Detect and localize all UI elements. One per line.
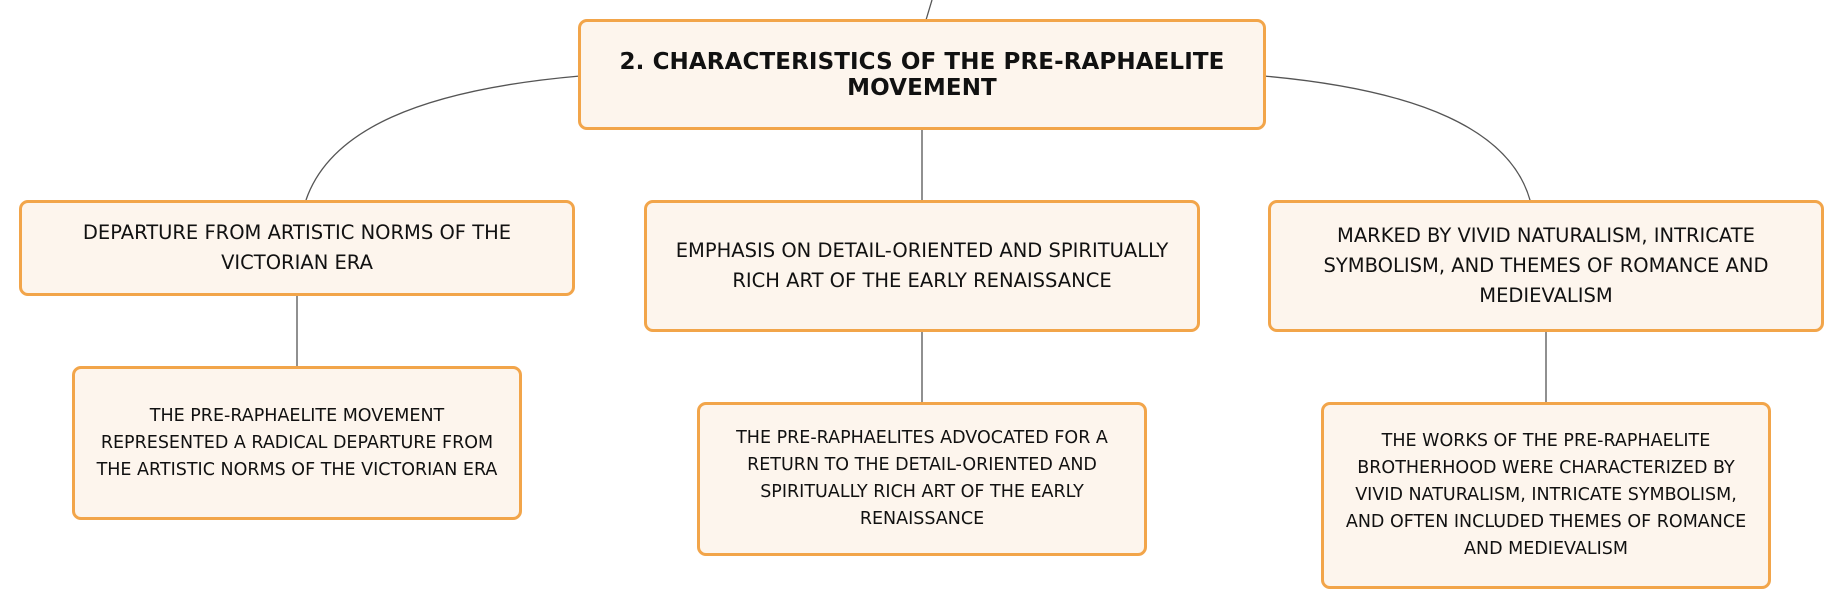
connector-root-to-branch-3 — [1264, 76, 1530, 200]
detail-node-1[interactable] — [72, 366, 522, 520]
branch-node-1[interactable] — [19, 200, 575, 296]
root-topic-label: 2. CHARACTERISTICS OF THE PRE-RAPHAELITE MOVEMENT — [619, 48, 1225, 101]
branch-label-3: MARKED BY VIVID NATURALISM, INTRICATE SYMBOLISM, AND THEMES OF ROMANCE AND MEDIEVALISM — [1323, 224, 1769, 307]
connector-root-to-branch-1 — [306, 76, 580, 200]
branch-node-3[interactable] — [1268, 200, 1824, 332]
root-topic-node[interactable] — [578, 19, 1266, 130]
detail-node-3[interactable] — [1321, 402, 1771, 589]
branch-label-1: DEPARTURE FROM ARTISTIC NORMS OF THE VICTORIAN ERA — [82, 221, 512, 274]
branch-label-2: EMPHASIS ON DETAIL-ORIENTED AND SPIRITUALLY RICH ART OF THE EARLY RENAISSANCE — [675, 239, 1169, 292]
branch-node-2[interactable] — [644, 200, 1200, 332]
connector-parent-to-root — [926, 0, 932, 20]
detail-node-2[interactable] — [697, 402, 1147, 556]
detail-label-2: THE PRE-RAPHAELITES ADVOCATED FOR A RETURN TO THE DETAIL-ORIENTED AND SPIRITUALLY RICH ART OF THE EARLY RENAISSANCE — [736, 428, 1108, 529]
detail-label-3: THE WORKS OF THE PRE-RAPHAELITE BROTHERHOOD WERE CHARACTERIZED BY VIVID NATURALISM, INTRICATE SYMBOLISM, AND OFTEN INCLUDED THEMES OF ROMANCE AND MEDIEVALISM — [1345, 431, 1747, 559]
detail-label-1: THE PRE-RAPHAELITE MOVEMENT REPRESENTED A RADICAL DEPARTURE FROM THE ARTISTIC NORMS OF THE VICTORIAN ERA — [96, 405, 498, 480]
